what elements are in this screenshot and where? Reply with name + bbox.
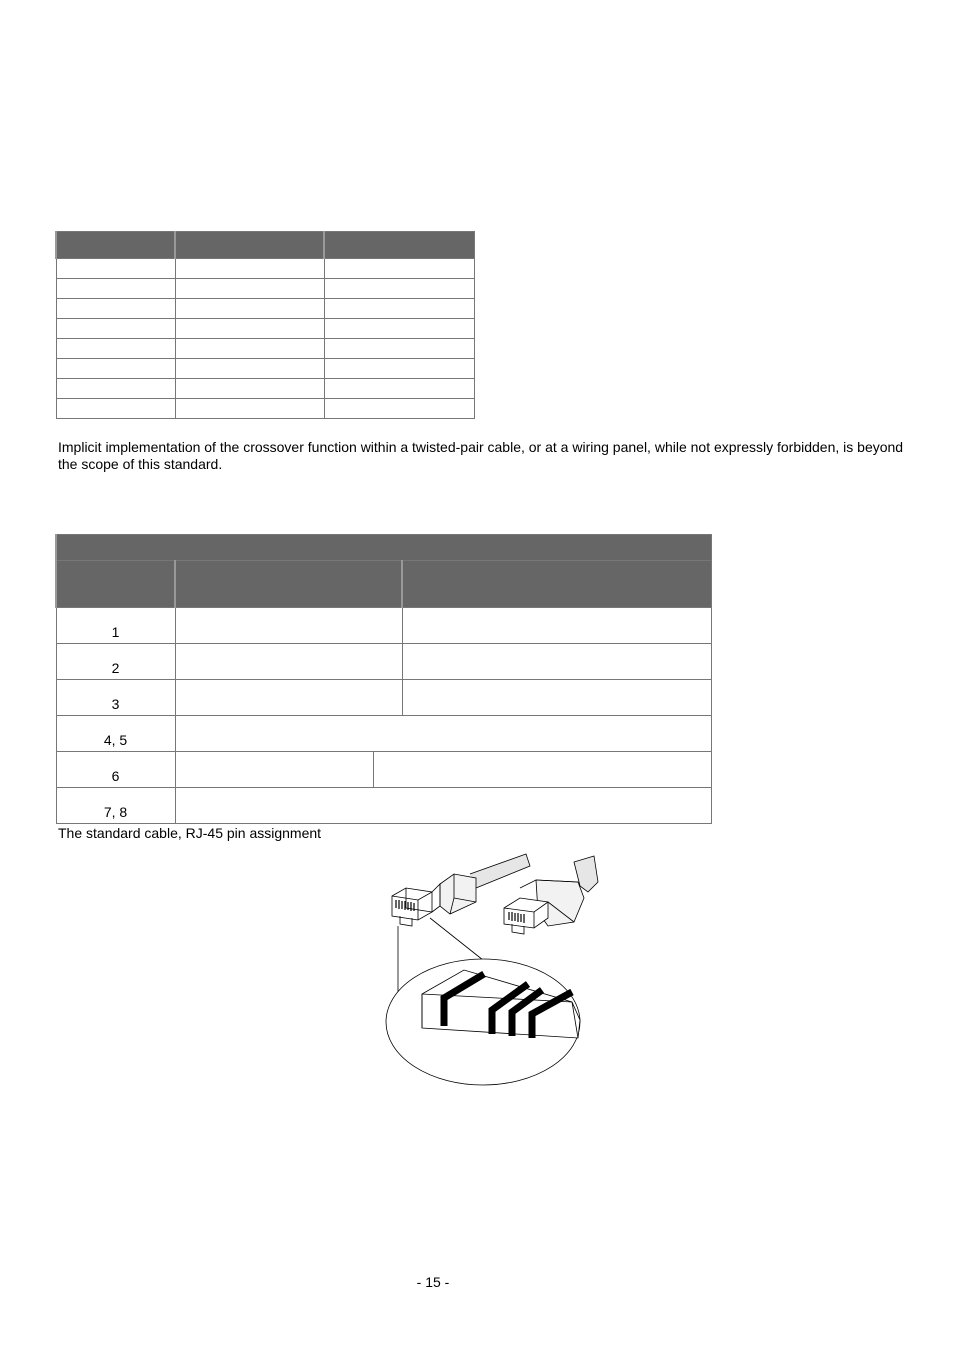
table-cell xyxy=(175,399,324,419)
table1-header-cell xyxy=(56,232,175,259)
table-cell xyxy=(56,339,175,359)
table-cell xyxy=(175,716,711,752)
figure-caption: The standard cable, RJ-45 pin assignment xyxy=(58,825,322,841)
table-row xyxy=(56,259,475,279)
table-cell xyxy=(324,359,474,379)
table-cell xyxy=(175,680,402,716)
table2-header-cell xyxy=(175,561,402,608)
table-cell xyxy=(324,399,474,419)
table-cell xyxy=(175,339,324,359)
table1-header-row xyxy=(56,232,475,259)
table2-title-row xyxy=(56,535,711,561)
table-cell xyxy=(56,379,175,399)
pin-number: 2 xyxy=(56,644,175,680)
pin-table-2 xyxy=(55,534,712,824)
table-cell xyxy=(175,788,711,824)
table-row xyxy=(56,339,475,359)
table1-header-cell xyxy=(324,232,474,259)
right-plug-head-icon xyxy=(504,898,548,928)
table-row xyxy=(56,319,475,339)
table-cell xyxy=(56,319,175,339)
table-row xyxy=(56,379,475,399)
table-cell xyxy=(324,339,474,359)
table-cell xyxy=(175,279,324,299)
table-cell xyxy=(56,359,175,379)
pin-number: 7, 8 xyxy=(56,788,175,824)
table2-header-cell xyxy=(402,561,711,608)
pin-number: 1 xyxy=(56,608,175,644)
table-cell xyxy=(175,259,324,279)
table-row xyxy=(56,299,475,319)
table-cell xyxy=(175,644,402,680)
table-row xyxy=(56,716,711,752)
table-cell xyxy=(324,259,474,279)
left-plug-head-icon xyxy=(392,888,432,920)
table-cell xyxy=(175,359,324,379)
table-cell xyxy=(402,608,711,644)
crossover-paragraph: Implicit implementation of the crossover function within a twisted-pair cable, or at a wiring panel, while not expressly forbidden, is beyond the scope of this standard. xyxy=(58,439,904,472)
table-cell xyxy=(56,399,175,419)
table-row xyxy=(56,752,711,788)
table-cell xyxy=(175,299,324,319)
rj45-connector-illustration xyxy=(378,852,608,1092)
table-cell xyxy=(402,644,711,680)
table-cell xyxy=(175,319,324,339)
table2-header-row xyxy=(56,561,711,608)
table-row xyxy=(56,359,475,379)
table2-title-cell xyxy=(56,535,711,561)
table-row xyxy=(56,399,475,419)
page-number: - 15 - xyxy=(416,1274,450,1290)
table-cell xyxy=(324,379,474,399)
table-cell xyxy=(402,680,711,716)
table-row xyxy=(56,279,475,299)
table-row xyxy=(56,680,711,716)
table-cell xyxy=(324,279,474,299)
table-cell xyxy=(324,319,474,339)
table-row xyxy=(56,644,711,680)
table-cell xyxy=(56,279,175,299)
table-cell xyxy=(373,752,711,788)
table2-header-cell xyxy=(56,561,175,608)
table-cell xyxy=(324,299,474,319)
table-cell xyxy=(56,259,175,279)
pin-number: 3 xyxy=(56,680,175,716)
left-plug-icon xyxy=(440,874,476,914)
table-cell xyxy=(175,379,324,399)
left-cable-icon xyxy=(470,854,530,888)
table-cell xyxy=(175,608,402,644)
pin-number: 4, 5 xyxy=(56,716,175,752)
table-cell xyxy=(56,299,175,319)
pin-number: 6 xyxy=(56,752,175,788)
table-row xyxy=(56,788,711,824)
table-row xyxy=(56,608,711,644)
table-cell xyxy=(175,752,373,788)
table1-header-cell xyxy=(175,232,324,259)
pin-table-1 xyxy=(55,231,475,419)
